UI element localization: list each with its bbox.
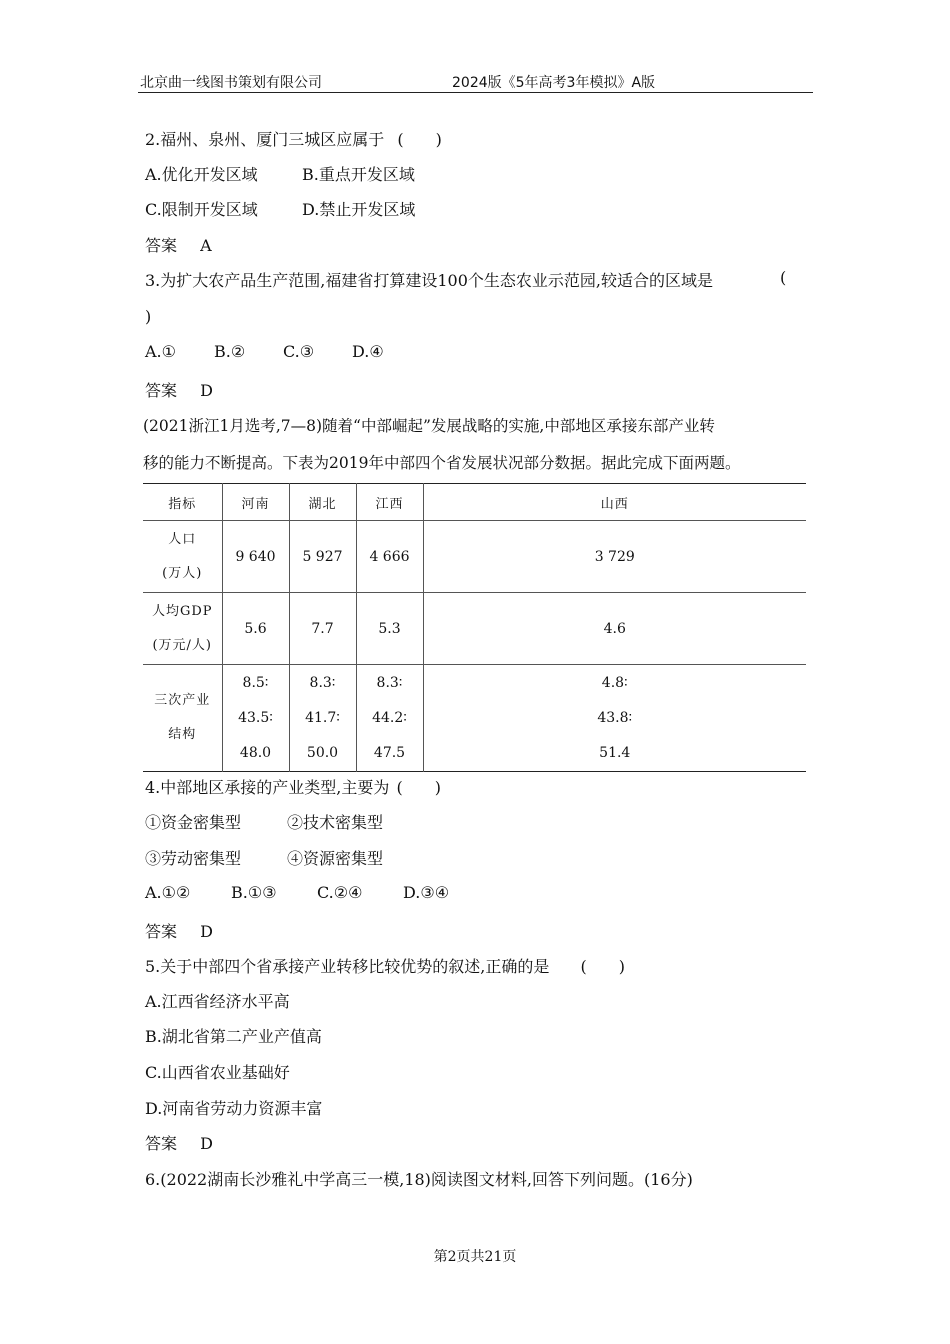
table-cell — [423, 665, 806, 772]
q4-item-2: ②技术密集型 — [287, 813, 384, 832]
q4-option-a: A.①② — [145, 883, 191, 902]
q2-answer — [145, 233, 212, 256]
header-book-title: 2024版《5年高考3年模拟》A版 — [452, 75, 656, 91]
structure-ratio: 43.8∶ — [597, 709, 633, 726]
table-row — [143, 521, 806, 593]
q3-options — [145, 342, 384, 361]
q5-answer — [145, 1131, 213, 1154]
structure-ratio: 43.5∶ — [238, 709, 273, 726]
q2-answer-label: 答案 — [145, 236, 178, 255]
q4-option-b: B.①③ — [231, 883, 277, 902]
q4-item-1: ①资金密集型 — [145, 813, 242, 832]
table-header-row — [143, 484, 806, 521]
province-data-table — [143, 483, 806, 772]
q4-answer-label: 答案 — [145, 922, 178, 941]
table-row — [143, 665, 806, 772]
table-cell: 7.7 — [289, 593, 356, 665]
q4-answer-value: D — [200, 922, 213, 941]
q2-option-c: C.限制开发区域 — [145, 200, 258, 219]
table-header-cell: 江西 — [356, 484, 423, 521]
q4-answer — [145, 919, 213, 942]
material-line-2: 移的能力不断提高。下表为2019年中部四个省发展状况部分数据。据此完成下面两题。 — [143, 454, 741, 472]
table-cell: 5.6 — [222, 593, 289, 665]
q5-bracket: ( ) — [580, 957, 625, 976]
row-label-line: 结构 — [168, 727, 197, 742]
q3-answer-label: 答案 — [145, 381, 178, 400]
row-label-cell — [143, 665, 222, 772]
q4-items-row2 — [145, 846, 383, 869]
structure-ratio: 48.0 — [239, 744, 272, 761]
structure-ratio: 51.4 — [599, 744, 631, 761]
structure-ratio: 50.0 — [306, 744, 339, 761]
row-label-line: 人均GDP — [151, 603, 213, 619]
q6-stem: 6.(2022湖南长沙雅礼中学高三一模,18)阅读图文材料,回答下列问题。(16分) — [145, 1170, 693, 1189]
row-label-cell — [143, 521, 222, 593]
q2-option-d: D.禁止开发区域 — [302, 200, 416, 219]
q4-item-3: ③劳动密集型 — [145, 849, 242, 868]
q2-option-a: A.优化开发区域 — [145, 165, 258, 184]
page-number: 第2页共21页 — [433, 1249, 517, 1265]
structure-ratio: 41.7∶ — [305, 709, 340, 726]
q2-stem — [145, 127, 442, 150]
q4-options — [145, 883, 449, 902]
q4-stem — [145, 775, 441, 798]
q2-options-row1 — [145, 162, 415, 185]
row-label-line: (万人) — [162, 565, 203, 581]
table-cell: 9 640 — [222, 521, 289, 593]
q2-answer-value: A — [200, 236, 212, 255]
q5-option-b: B.湖北省第二产业产值高 — [145, 1027, 322, 1046]
row-label-line: 三次产业 — [154, 693, 211, 708]
q3-stem — [145, 268, 713, 291]
structure-ratio: 47.5 — [373, 744, 406, 761]
table-header-cell: 河南 — [222, 484, 289, 521]
structure-ratio: 8.5∶ — [242, 674, 269, 691]
structure-ratio: 4.8∶ — [601, 674, 628, 691]
q2-options-row2 — [145, 197, 415, 220]
q3-answer — [145, 378, 213, 401]
q4-stem-text: 4.中部地区承接的产业类型,主要为 — [145, 778, 390, 797]
q3-bracket-open: ( — [780, 268, 787, 287]
q5-stem — [145, 954, 625, 977]
q5-answer-value: D — [200, 1134, 213, 1153]
structure-ratio: 8.3∶ — [376, 674, 403, 691]
q3-stem-text: 3.为扩大农产品生产范围,福建省打算建设100个生态农业示范园,较适合的区域是 — [145, 271, 713, 290]
table-header-cell: 山西 — [423, 484, 806, 521]
row-label-line: (万元/人) — [152, 637, 213, 653]
header-company: 北京曲一线图书策划有限公司 — [140, 75, 322, 91]
q5-option-d: D.河南省劳动力资源丰富 — [145, 1099, 323, 1118]
table-cell: 5.3 — [356, 593, 423, 665]
table-header-cell: 湖北 — [289, 484, 356, 521]
table-cell: 4.6 — [423, 593, 806, 665]
q3-option-c: C.③ — [283, 342, 315, 361]
q3-option-d: D.④ — [352, 342, 384, 361]
table-cell: 3 729 — [423, 521, 806, 593]
q4-item-4: ④资源密集型 — [287, 849, 384, 868]
q3-option-a: A.① — [145, 342, 176, 361]
q4-option-c: C.②④ — [317, 883, 363, 902]
q4-bracket: ( ) — [396, 778, 441, 797]
structure-ratio: 8.3∶ — [309, 674, 336, 691]
q5-option-c: C.山西省农业基础好 — [145, 1063, 290, 1082]
q2-stem-text: 2.福州、泉州、厦门三城区应属于 — [145, 130, 385, 149]
q3-bracket-close: ) — [145, 307, 152, 326]
q5-stem-text: 5.关于中部四个省承接产业转移比较优势的叙述,正确的是 — [145, 957, 550, 976]
table-header-cell: 指标 — [143, 484, 222, 521]
q4-option-d: D.③④ — [403, 883, 450, 902]
structure-ratio: 44.2∶ — [372, 709, 407, 726]
table-cell: 4 666 — [356, 521, 423, 593]
header-divider — [138, 92, 813, 93]
q5-answer-label: 答案 — [145, 1134, 178, 1153]
row-label-cell — [143, 593, 222, 665]
table-cell — [356, 665, 423, 772]
table-cell: 5 927 — [289, 521, 356, 593]
row-label-line: 人口 — [168, 531, 197, 547]
q3-answer-value: D — [200, 381, 213, 400]
q3-option-b: B.② — [214, 342, 246, 361]
q4-items-row1 — [145, 810, 383, 833]
material-line-1: (2021浙江1月选考,7—8)随着“中部崛起”发展战略的实施,中部地区承接东部产业转 — [143, 417, 715, 435]
table-cell — [289, 665, 356, 772]
q2-option-b: B.重点开发区域 — [302, 165, 415, 184]
q2-bracket: ( ) — [397, 130, 442, 149]
table-cell — [222, 665, 289, 772]
q5-option-a: A.江西省经济水平高 — [145, 992, 290, 1011]
table-row — [143, 593, 806, 665]
